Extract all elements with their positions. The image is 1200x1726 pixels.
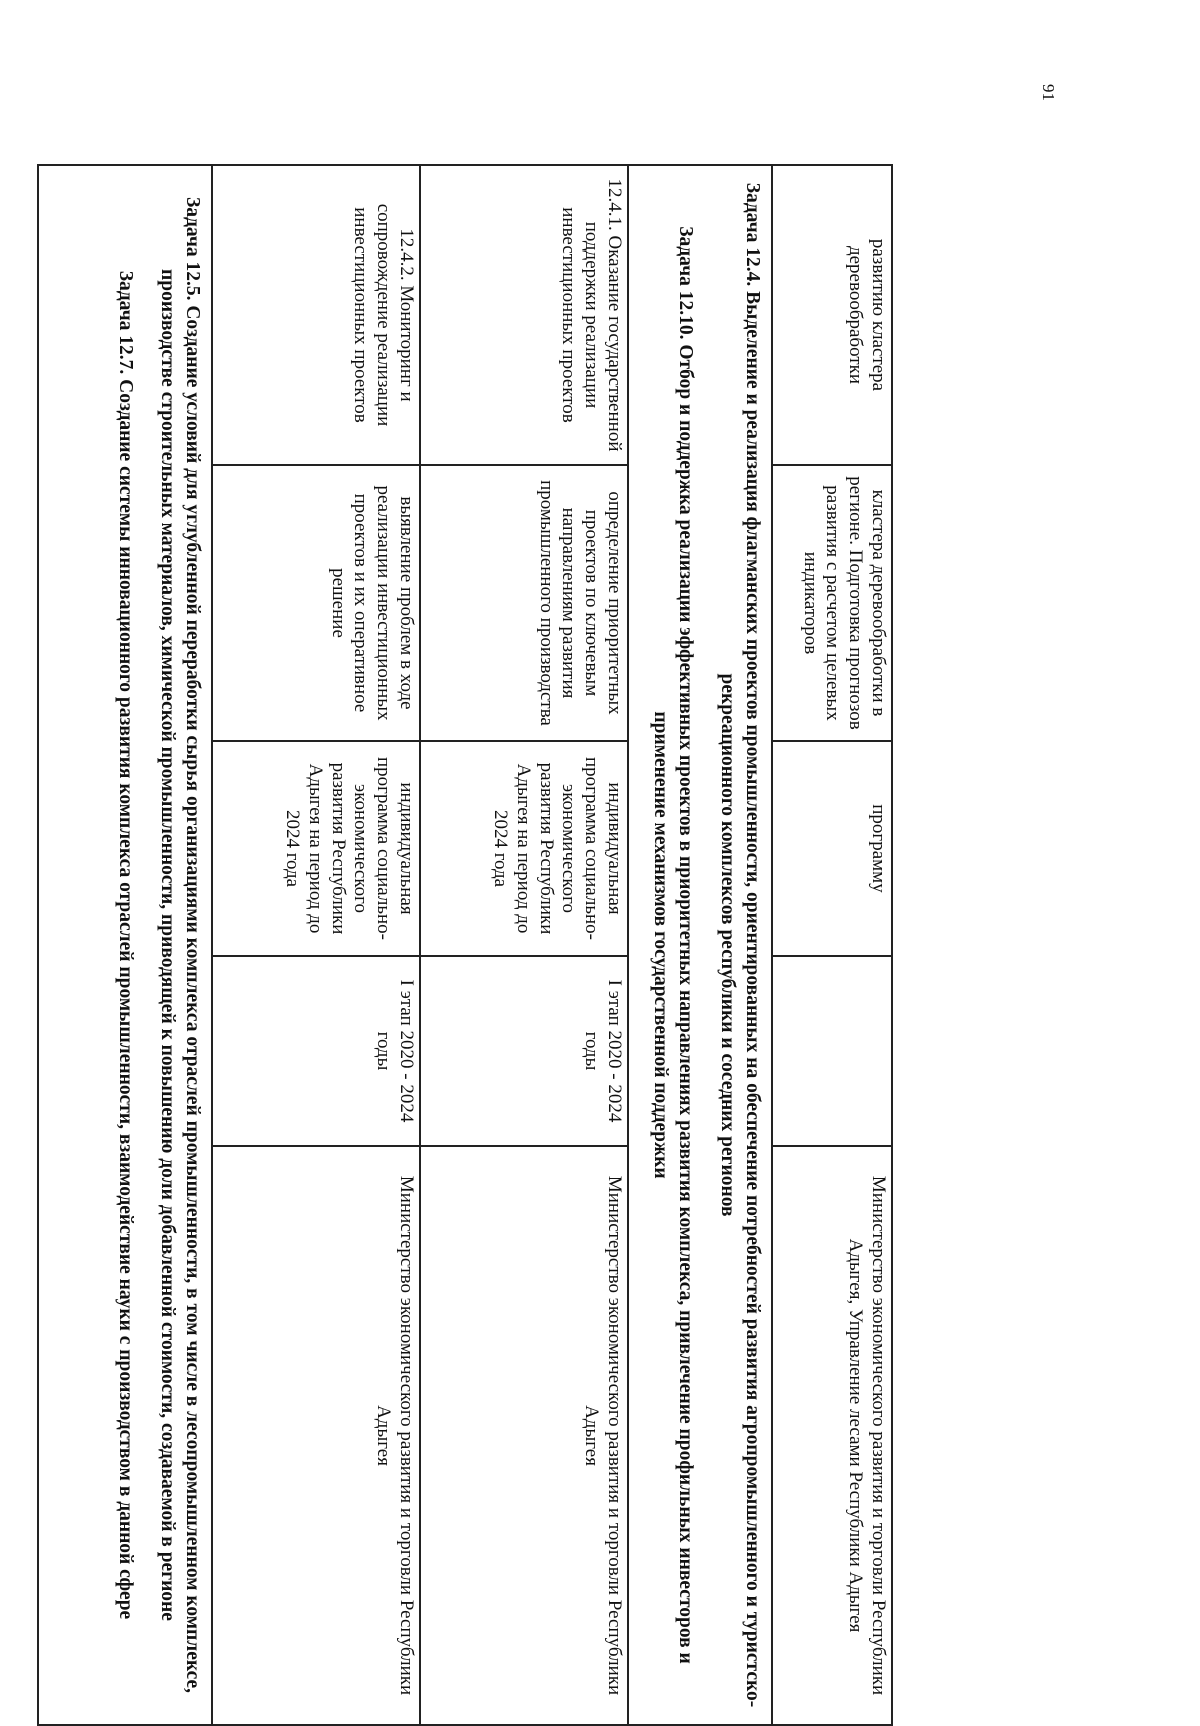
task-number: Задача 12.10. bbox=[675, 226, 697, 340]
task-heading bbox=[113, 176, 138, 1714]
table-row bbox=[420, 165, 628, 1725]
table-cell-program: программу bbox=[772, 741, 892, 956]
task-heading bbox=[714, 176, 765, 1714]
table-cell-term bbox=[772, 956, 892, 1146]
table-cell-content: кластера деревообработки в регионе. Подготовка прогнозов развития с расчетом целевых индикаторов bbox=[772, 465, 892, 741]
task-row bbox=[628, 165, 772, 1725]
task-heading bbox=[648, 176, 699, 1714]
measures-table bbox=[37, 164, 893, 1726]
task-row bbox=[38, 165, 212, 1725]
task-number: Задача 12.5. bbox=[182, 196, 203, 301]
task-group-cell bbox=[628, 165, 772, 1725]
table-row bbox=[212, 165, 420, 1725]
task-text: Создание условий для углубленной переработки сырья организациями комплекса отраслей промышленности, в том числе в лесопромышленном комплексе, производстве строительных материалов, химической промышленности, приводящей к повышению доли добавленной стоимости, создаваемой в регионе bbox=[156, 269, 203, 1694]
table-cell-term: I этап 2020 - 2024 годы bbox=[212, 956, 420, 1146]
task-text: Выделение и реализация флагманских проектов промышленности, ориентированных на обеспечение потребностей развития агропромышленного и туристско-рекреационного комплексов республики и соседних регионов bbox=[716, 286, 763, 1708]
table-cell-program: индивидуальная программа социально-экономического развития Республики Адыгея на период до 2024 года bbox=[420, 741, 628, 956]
table-cell-program: индивидуальная программа социально-экономического развития Республики Адыгея на период до 2024 года bbox=[212, 741, 420, 956]
table-cell-measure: 12.4.1. Оказание государственной поддержки реализации инвестиционных проектов bbox=[420, 165, 628, 465]
task-number: Задача 12.7. bbox=[115, 270, 137, 375]
table-row bbox=[772, 165, 892, 1725]
table-cell-executor: Министерство экономического развития и торговли Республики Адыгея bbox=[212, 1146, 420, 1725]
task-text: Отбор и поддержка реализации эффективных проектов в приоритетных направлениях развития комплекса, привлечение профильных инвесторов и применение механизмов государственной поддержки bbox=[649, 339, 697, 1664]
rotated-page-content bbox=[115, 164, 893, 1724]
table-cell-measure: развитию кластера деревообработки bbox=[772, 165, 892, 465]
task-text: Создание системы инновационного развития комплекса отраслей промышленности, взаимодействие науки с производством в данной сфере bbox=[115, 374, 137, 1620]
table-cell-measure: 12.4.2. Мониторинг и сопровождение реализации инвестиционных проектов bbox=[212, 165, 420, 465]
table-cell-executor: Министерство экономического развития и торговли Республики Адыгея bbox=[420, 1146, 628, 1725]
task-number: Задача 12.4. bbox=[742, 182, 763, 287]
task-group-cell bbox=[38, 165, 212, 1725]
page-number: 91 bbox=[1039, 84, 1058, 101]
table-cell-executor: Министерство экономического развития и торговли Республики Адыгея, Управление лесами Республики Адыгея bbox=[772, 1146, 892, 1725]
table-cell-content: выявление проблем в ходе реализации инвестиционных проектов и их оперативное решение bbox=[212, 465, 420, 741]
task-heading bbox=[154, 176, 205, 1714]
table-cell-term: I этап 2020 - 2024 годы bbox=[420, 956, 628, 1146]
table-cell-content: определение приоритетных проектов по ключевым направлениям развития промышленного производства bbox=[420, 465, 628, 741]
